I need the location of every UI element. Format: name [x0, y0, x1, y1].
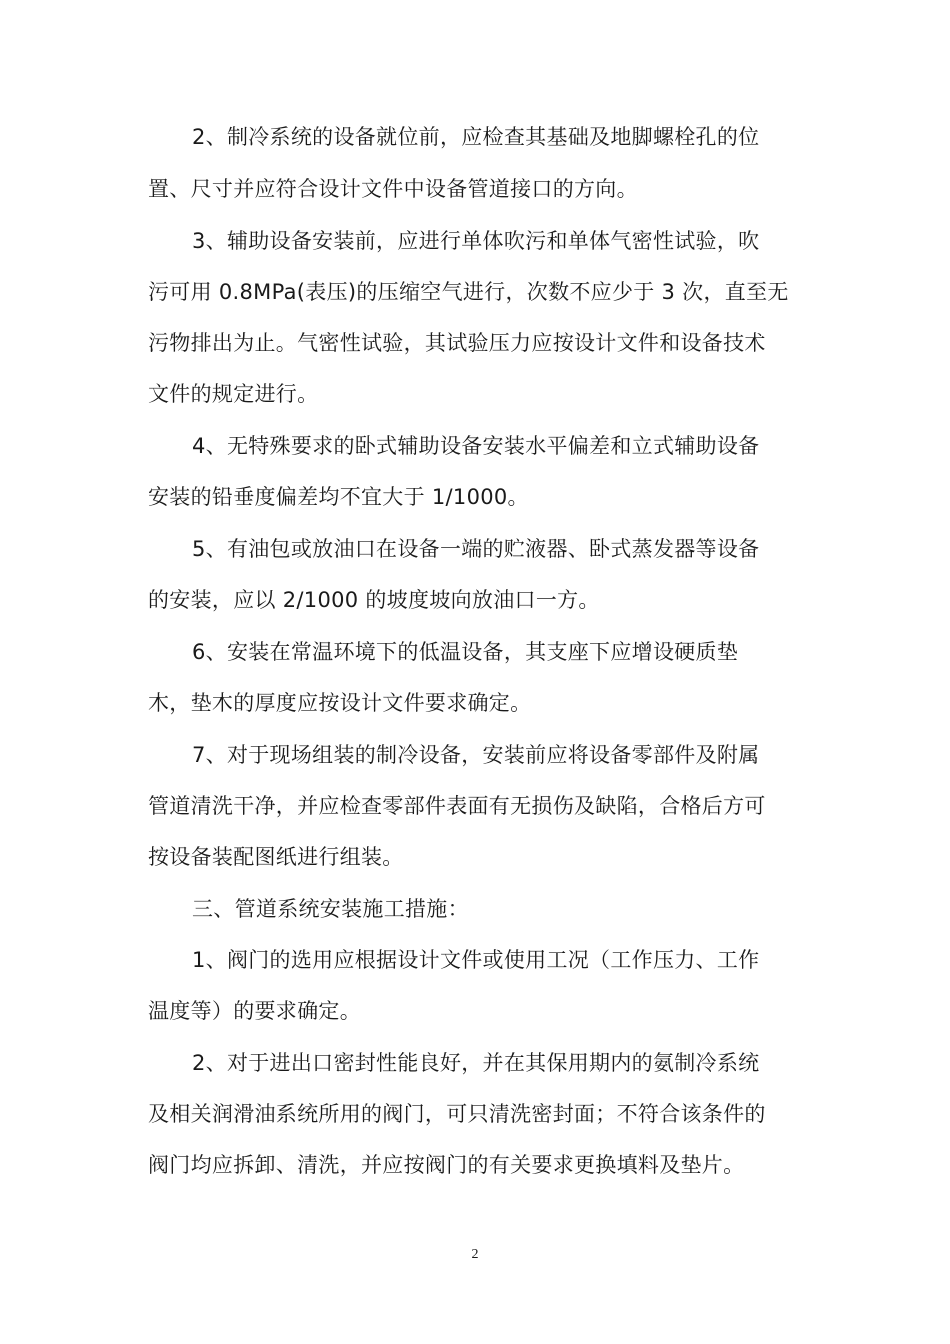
paragraph-line: 及相关润滑油系统所用的阀门，可只清洗密封面；不符合该条件的 — [148, 1102, 766, 1126]
page-number: 2 — [471, 1247, 479, 1262]
paragraph-line: 2、对于进出口密封性能良好，并在其保用期内的氨制冷系统 — [192, 1051, 760, 1075]
paragraph-line: 的安装，应以 2/1000 的坡度坡向放油口一方。 — [148, 588, 600, 612]
paragraph-line: 2、制冷系统的设备就位前，应检查其基础及地脚螺栓孔的位 — [192, 125, 760, 149]
paragraph-line: 5、有油包或放油口在设备一端的贮液器、卧式蒸发器等设备 — [192, 537, 760, 561]
paragraph-line: 7、对于现场组装的制冷设备，安装前应将设备零部件及附属 — [192, 743, 760, 767]
paragraph-line: 按设备装配图纸进行组装。 — [148, 845, 404, 869]
paragraph-line: 4、无特殊要求的卧式辅助设备安装水平偏差和立式辅助设备 — [192, 434, 760, 458]
paragraph-line: 污可用 0.8MPa(表压)的压缩空气进行，次数不应少于 3 次，直至无 — [148, 280, 789, 304]
paragraph-line: 1、阀门的选用应根据设计文件或使用工况（工作压力、工作 — [192, 948, 760, 972]
paragraph-line: 6、安装在常温环境下的低温设备，其支座下应增设硬质垫 — [192, 640, 739, 664]
paragraph-line: 污物排出为止。气密性试验，其试验压力应按设计文件和设备技术 — [148, 331, 766, 355]
paragraph-line: 温度等）的要求确定。 — [148, 999, 361, 1023]
paragraph-line: 阀门均应拆卸、清洗，并应按阀门的有关要求更换填料及垫片。 — [148, 1153, 745, 1177]
paragraph-line: 3、辅助设备安装前，应进行单体吹污和单体气密性试验，吹 — [192, 229, 760, 253]
paragraph-line: 安装的铅垂度偏差均不宜大于 1/1000。 — [148, 485, 529, 509]
paragraph-line: 木，垫木的厚度应按设计文件要求确定。 — [148, 691, 532, 715]
paragraph-line: 置、尺寸并应符合设计文件中设备管道接口的方向。 — [148, 177, 638, 201]
paragraph-line: 管道清洗干净，并应检查零部件表面有无损伤及缺陷，合格后方可 — [148, 794, 766, 818]
paragraph-line: 文件的规定进行。 — [148, 382, 319, 406]
section-heading: 三、管道系统安装施工措施： — [192, 897, 469, 921]
